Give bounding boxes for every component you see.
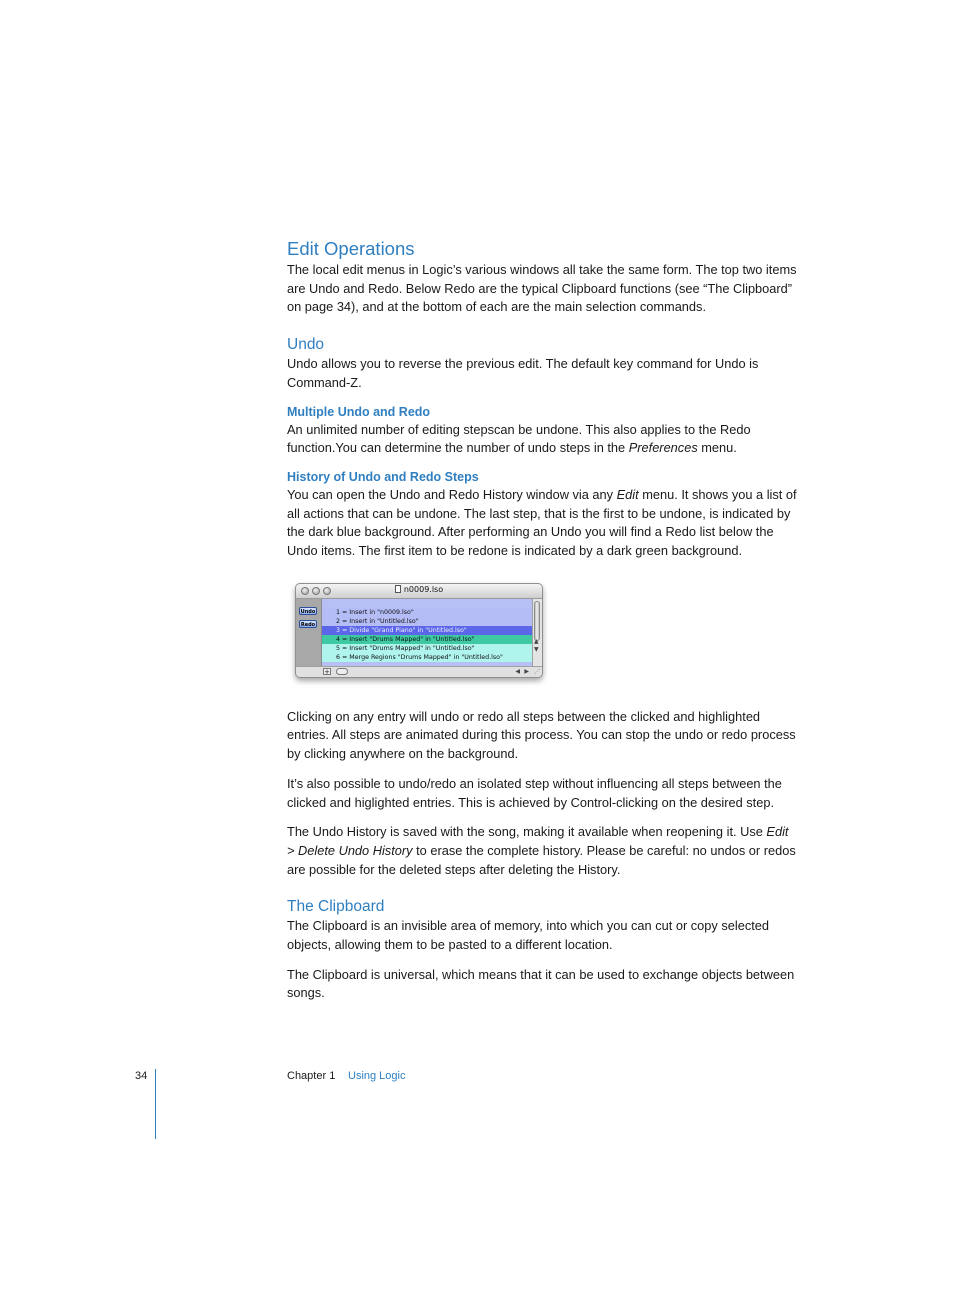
- window-side-pane: [296, 599, 322, 667]
- heading-history: History of Undo and Redo Steps: [287, 469, 479, 484]
- paragraph-isolated: It’s also possible to undo/redo an isolated step without influencing all steps between the clicked and higlighted entries. This is achieved by Control-clicking on the desired step.: [287, 775, 782, 810]
- arrow-up-icon: ▲: [534, 637, 539, 645]
- list-item: 1 = Insert in "n0009.lso": [322, 608, 533, 617]
- paragraph-history: You can open the Undo and Redo History window via any Edit menu. It shows you a list of all actions that can be undone. The last step, that is the first to be undone, is indicated by the dark blue background. After performing an Undo you will find a Redo list below the Undo items. The first item to be redone is indicated by a dark green background.: [287, 486, 797, 559]
- window-titlebar: [296, 584, 542, 599]
- page-number: 34: [135, 1070, 148, 1082]
- heading-undo: Undo: [287, 336, 325, 354]
- footer-chapter-title: Using Logic: [348, 1070, 406, 1082]
- footer-rule: [155, 1069, 156, 1139]
- page-content: [287, 237, 799, 1003]
- list-item: 5 = Insert "Drums Mapped" in "Untitled.lso": [322, 644, 533, 653]
- undo-button: Undo: [300, 608, 316, 615]
- paragraph-edit-operations: The local edit menus in Logic’s various windows all take the same form. The top two items are Undo and Redo. Below Redo are the typical Clipboard functions (see “The Clipboard” on page 34), and at the bottom of each are the main selection commands.: [287, 262, 797, 315]
- redo-button: Redo: [300, 621, 316, 628]
- arrow-down-icon: ▼: [534, 645, 539, 653]
- paragraph-multiple-undo: An unlimited number of editing stepscan be undone. This also applies to the Redo function.You can determine the number of undo steps in the Preferences menu.: [287, 421, 751, 456]
- plus-icon: +: [324, 667, 330, 676]
- heading-clipboard: The Clipboard: [287, 898, 385, 916]
- list-spacer: [322, 599, 533, 608]
- paragraph-history-saved: The Undo History is saved with the song, making it available when reopening it. Use Edit > Delete Undo History to erase the complete history. Please be careful: no undos or redos are possible for the deleted steps after deleting the History.: [287, 824, 796, 877]
- paragraph-clicking: Clicking on any entry will undo or redo all steps between the clicked and highlighted entries. All steps are animated during this process. You can stop the undo or redo process by clicking anywhere on the background.: [287, 708, 796, 762]
- list-item: 4 = Insert "Drums Mapped" in "Untitled.lso": [322, 635, 533, 644]
- scroll-thumb: [336, 668, 348, 675]
- window-title: n0009.lso: [296, 585, 542, 594]
- horizontal-scrollbar: [296, 666, 542, 677]
- paragraph-undo: Undo allows you to reverse the previous edit. The default key command for Undo is Command-Z.: [287, 356, 759, 390]
- history-list: [322, 599, 533, 667]
- arrow-right-icon: ▶: [524, 667, 529, 675]
- list-item: 2 = Insert in "Untitled.lso": [322, 617, 533, 626]
- paragraph-clipboard-1: The Clipboard is an invisible area of memory, into which you can cut or copy selected objects, allowing them to be pasted to a different location.: [287, 918, 770, 953]
- document-icon: [395, 585, 401, 593]
- footer-chapter: Chapter 1: [287, 1070, 336, 1082]
- scroll-thumb: [534, 601, 540, 641]
- heading-multiple-undo: Multiple Undo and Redo: [287, 404, 431, 419]
- list-item: 6 = Merge Regions "Drums Mapped" in "Untitled.lso": [322, 653, 533, 662]
- undo-history-window-screenshot: [295, 583, 543, 678]
- list-item: 3 = Divide "Grand Piano" in "Untitled.lso": [322, 626, 533, 635]
- arrow-left-icon: ◀: [515, 667, 520, 675]
- resize-grip-icon: ⋰: [534, 667, 540, 675]
- paragraph-clipboard-2: The Clipboard is universal, which means that it can be used to exchange objects between songs.: [287, 966, 795, 1001]
- heading-edit-operations: Edit Operations: [287, 238, 415, 259]
- vertical-scrollbar: [532, 599, 542, 667]
